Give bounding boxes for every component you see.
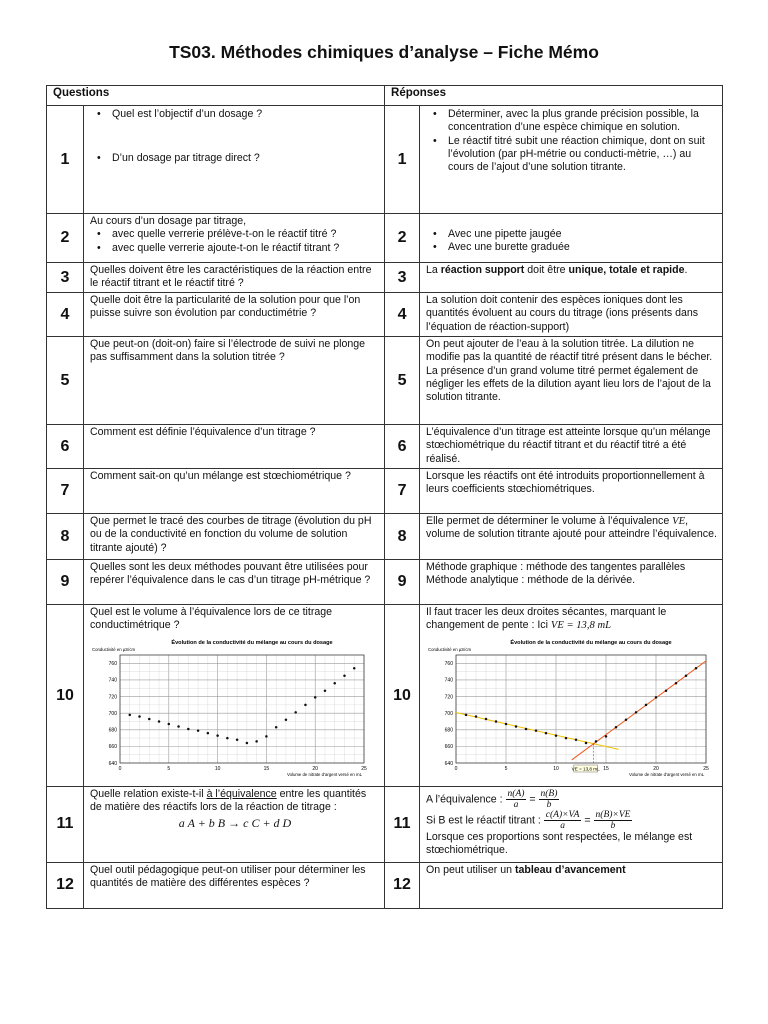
data-point xyxy=(353,667,356,670)
answer-text: • Avec une pipette jaugée xyxy=(448,228,718,241)
answer-text: On peut utiliser un xyxy=(426,863,515,876)
page-title: TS03. Méthodes chimiques d’analyse – Fiche Mémo xyxy=(169,42,599,62)
denominator: a xyxy=(513,799,519,810)
data-point xyxy=(625,718,628,721)
question-cell xyxy=(84,786,385,862)
data-point xyxy=(615,726,618,729)
data-point xyxy=(129,713,132,716)
data-point xyxy=(655,696,658,699)
answer-text: • Déterminer, avec la plus grande précision possible, la concentration d’une espèce chimique en solution. xyxy=(448,108,718,135)
row-number: 5 xyxy=(385,337,420,425)
x-tick-label: 0 xyxy=(118,765,122,772)
answer-text: • Le réactif titré subit une réaction chimique, dont on suit l’évolution (par pH-métrie ou conducti-mètrie, …) au cours de l’ajout d’une solution titrante. xyxy=(448,135,718,175)
table-row xyxy=(47,469,723,514)
equivalence-volume-value: VE = 13,8 mL xyxy=(550,620,611,632)
y-tick-label: 660 xyxy=(108,743,117,750)
x-axis-label: Volume de nitrate d’argent versé en mL xyxy=(629,771,705,777)
question-text: Quelle relation existe-t-il xyxy=(90,787,207,800)
answer-text: Elle permet de déterminer le volume à l’équivalence xyxy=(426,515,673,527)
data-point xyxy=(187,727,190,730)
row-number: 2 xyxy=(385,214,420,263)
row-number: 8 xyxy=(385,514,420,560)
data-point xyxy=(314,696,317,699)
answer-text: . xyxy=(684,264,688,276)
x-tick-label: 10 xyxy=(553,765,559,772)
table-row xyxy=(47,514,723,560)
numerator: n(B) xyxy=(540,788,558,799)
y-tick-label: 640 xyxy=(108,760,117,767)
row-number: 6 xyxy=(47,425,84,469)
data-point xyxy=(685,674,688,677)
data-point xyxy=(475,715,478,718)
denominator: a xyxy=(560,820,565,831)
table-row xyxy=(47,560,723,605)
answer-text: L’équivalence d’un titrage est atteinte lorsque qu’un mélange stœchiométrique du réactif titrant et du réactif titré a été réalisé. xyxy=(420,425,723,469)
row-number: 12 xyxy=(47,862,84,908)
data-point xyxy=(515,725,518,728)
answer-cell xyxy=(420,214,723,263)
answer-cell xyxy=(420,605,723,787)
data-point xyxy=(565,736,568,739)
data-point xyxy=(485,717,488,720)
question-text: • Quel est l’objectif d’un dosage ? xyxy=(112,108,380,121)
numerator: n(A) xyxy=(507,788,525,799)
data-point xyxy=(226,736,229,739)
row-number: 1 xyxy=(47,106,84,214)
chart-title: Évolution de la conductivité du mélange au cours du dosage xyxy=(510,639,672,646)
x-tick-label: 25 xyxy=(361,765,367,772)
data-point xyxy=(265,735,268,738)
y-tick-label: 700 xyxy=(444,710,454,717)
answer-text: Lorsque les réactifs ont été introduits proportionnellement à leurs coefficients stœchiométriques. xyxy=(420,469,723,514)
table-row xyxy=(47,106,723,214)
data-point xyxy=(304,703,307,706)
x-tick-label: 5 xyxy=(504,765,508,772)
data-point xyxy=(465,713,468,716)
fraction xyxy=(594,810,633,831)
answer-text: A l’équivalence : xyxy=(426,792,506,805)
answer-bold-text: unique, totale et rapide xyxy=(568,264,685,276)
answer-text: La xyxy=(426,264,441,276)
data-point xyxy=(148,717,151,720)
data-point xyxy=(555,734,558,737)
table-row xyxy=(47,425,723,469)
data-point xyxy=(197,729,200,732)
question-text: Quel outil pédagogique peut-on utiliser pour déterminer les quantités de matière des différentes espèces ? xyxy=(84,862,385,908)
fraction xyxy=(506,789,527,810)
table-row xyxy=(47,337,723,425)
question-text: • D’un dosage par titrage direct ? xyxy=(112,152,380,165)
row-number: 1 xyxy=(385,106,420,214)
question-text: • avec quelle verrerie prélève-t-on le réactif titré ? xyxy=(112,228,380,241)
answer-text: Méthode graphique : méthode des tangentes parallèles xyxy=(426,561,686,573)
question-underlined-text: à l’équivalence xyxy=(206,787,277,800)
row-number: 6 xyxy=(385,425,420,469)
data-point xyxy=(645,703,648,706)
y-tick-label: 680 xyxy=(108,727,117,734)
answer-text: On peut ajouter de l’eau à la solution titrée. La dilution ne modifie pas la quantité de réactif titré présent dans le bécher. xyxy=(426,338,713,364)
row-number: 10 xyxy=(385,605,420,787)
question-cell xyxy=(84,106,385,214)
row-number: 4 xyxy=(385,293,420,337)
table-header xyxy=(47,86,723,106)
data-point xyxy=(545,731,548,734)
plot-frame xyxy=(120,655,364,763)
denominator: b xyxy=(546,799,552,810)
answer-bold-text: tableau d’avancement xyxy=(514,863,626,876)
equivalence-label: VE = 13,8 mL xyxy=(571,765,600,771)
fraction xyxy=(544,810,582,831)
answer-text: doit être xyxy=(524,264,569,276)
conductivity-chart xyxy=(90,635,374,785)
data-point xyxy=(275,726,278,729)
data-point xyxy=(216,734,219,737)
question-text: entre les quantités de matière des réactifs lors de la réaction de titrage : xyxy=(90,787,367,813)
y-axis-label: Conductivité en µS/cm xyxy=(92,646,136,652)
x-tick-label: 20 xyxy=(312,765,318,772)
data-point xyxy=(595,740,598,743)
denominator: b xyxy=(610,820,616,831)
data-point xyxy=(675,682,678,685)
data-point xyxy=(535,729,538,732)
numerator: n(B)×VE xyxy=(595,809,631,820)
data-point xyxy=(294,711,297,714)
answer-cell xyxy=(420,337,723,425)
answer-cell xyxy=(420,106,723,214)
data-point xyxy=(505,722,508,725)
data-point xyxy=(575,738,578,741)
table-row xyxy=(47,263,723,293)
answer-cell xyxy=(420,560,723,605)
answer-bold-text: réaction support xyxy=(440,264,525,276)
data-point xyxy=(635,711,638,714)
equivalence-volume-symbol: VE xyxy=(672,516,686,527)
row-number: 5 xyxy=(47,337,84,425)
data-point xyxy=(168,722,171,725)
y-tick-label: 700 xyxy=(108,710,117,717)
question-text: Que permet le tracé des courbes de titrage (évolution du pH ou de la conductivité en fonction du volume de solution titrante ajouté) ? xyxy=(84,514,385,560)
question-text: • avec quelle verrerie ajoute-t-on le réactif titrant ? xyxy=(112,242,380,255)
row-number: 9 xyxy=(47,560,84,605)
y-tick-label: 760 xyxy=(444,660,454,667)
x-tick-label: 0 xyxy=(454,765,458,772)
y-tick-label: 640 xyxy=(444,760,454,767)
data-point xyxy=(525,727,528,730)
question-text: Quel est le volume à l’équivalence lors de ce titrage conductimétrique ? xyxy=(90,606,333,632)
row-number: 4 xyxy=(47,293,84,337)
x-tick-label: 15 xyxy=(603,765,609,772)
data-point xyxy=(665,689,668,692)
header-questions: Questions xyxy=(47,86,385,106)
question-text: Comment sait-on qu’un mélange est stœchiométrique ? xyxy=(84,469,385,514)
answer-text: Si B est le réactif titrant : xyxy=(426,813,544,826)
question-text: Comment est définie l’équivalence d’un titrage ? xyxy=(84,425,385,469)
answer-text: La solution doit contenir des espèces ioniques dont les quantités évoluent au cours du titrage (ions présents dans l’équation de réaction-support) xyxy=(420,293,723,337)
y-tick-label: 660 xyxy=(444,743,454,750)
data-point xyxy=(246,741,249,744)
answer-text: Il faut tracer les deux droites sécantes, marquant le changement de pente : Ici xyxy=(426,606,667,632)
y-tick-label: 720 xyxy=(444,693,454,700)
table-row xyxy=(47,862,723,908)
data-point xyxy=(605,735,608,738)
table-row xyxy=(47,214,723,263)
row-number: 7 xyxy=(47,469,84,514)
question-text: Au cours d’un dosage par titrage, xyxy=(90,215,247,227)
answer-cell xyxy=(420,862,723,908)
row-number: 11 xyxy=(385,786,420,862)
data-point xyxy=(285,718,288,721)
data-point xyxy=(236,738,239,741)
x-tick-label: 25 xyxy=(703,765,709,772)
data-point xyxy=(333,682,336,685)
table-row xyxy=(47,786,723,862)
reaction-equation: a A + b B → c C + d D xyxy=(178,816,292,831)
header-reponses: Réponses xyxy=(385,86,723,106)
answer-text: • Avec une burette graduée xyxy=(448,241,718,254)
row-number: 11 xyxy=(47,786,84,862)
data-point xyxy=(695,667,698,670)
question-text: Quelles sont les deux méthodes pouvant être utilisées pour repérer l’équivalence dans le cas d’un titrage pH-métrique ? xyxy=(84,560,385,605)
answer-cell: A l’équivalence : $\frac{n(A)}{a}$ = $\frac{n(B)}{b}$ Si B est le réactif titrant : $\frac{c(A)\times VA}{a}$ = $\frac{n(B)\times VE}{b}$ Lorsque ces proportions sont respectées, le mélange est stœchiométrique. xyxy=(420,786,723,862)
row-number: 2 xyxy=(47,214,84,263)
x-tick-label: 10 xyxy=(214,765,221,772)
table-row xyxy=(47,293,723,337)
answer-text: Lorsque ces proportions sont respectées, le mélange est stœchiométrique. xyxy=(426,830,693,856)
row-number: 3 xyxy=(47,263,84,293)
answer-cell xyxy=(420,263,723,293)
row-number: 3 xyxy=(385,263,420,293)
fraction xyxy=(539,789,560,810)
x-axis-label: Volume de nitrate d’argent versé en mL xyxy=(286,771,362,777)
row-number: 10 xyxy=(47,605,84,787)
answer-text: La présence d’un grand volume titré permet également de négliger les effets de la dilution ayant lieu lors de l’ajout de la solution titrante. xyxy=(426,364,711,404)
data-point xyxy=(495,720,498,723)
y-tick-label: 680 xyxy=(444,727,454,734)
answer-cell xyxy=(420,514,723,560)
question-text: Que peut-on (doit-on) faire si l’électrode de suivi ne plonge pas suffisamment dans la solution titrée ? xyxy=(84,337,385,425)
plot-frame xyxy=(456,655,706,763)
conductivity-chart-with-tangents xyxy=(426,635,716,785)
question-cell xyxy=(84,214,385,263)
x-tick-label: 5 xyxy=(167,765,171,772)
data-point xyxy=(343,674,346,677)
row-number: 8 xyxy=(47,514,84,560)
table-row xyxy=(47,605,723,787)
y-tick-label: 740 xyxy=(108,677,117,684)
row-number: 12 xyxy=(385,862,420,908)
numerator: c(A)×VA xyxy=(545,809,580,820)
question-cell xyxy=(84,605,385,787)
y-tick-label: 760 xyxy=(108,660,117,667)
memo-table xyxy=(46,85,723,909)
x-tick-label: 20 xyxy=(653,765,659,772)
data-point xyxy=(138,715,141,718)
row-number: 7 xyxy=(385,469,420,514)
row-number: 9 xyxy=(385,560,420,605)
y-axis-label: Conductivité en µS/cm xyxy=(428,646,472,652)
y-tick-label: 720 xyxy=(108,693,117,700)
chart-title: Évolution de la conductivité du mélange au cours du dosage xyxy=(171,639,333,646)
data-point xyxy=(177,725,180,728)
answer-text: , volume de solution titrante ajouté pour atteindre l’équivalence. xyxy=(426,515,717,541)
x-tick-label: 15 xyxy=(263,765,270,772)
question-text: Quelle doit être la particularité de la solution pour que l’on puisse suivre son évolution par conductimétrie ? xyxy=(84,293,385,337)
data-point xyxy=(207,731,210,734)
data-point xyxy=(158,720,161,723)
question-text: Quelles doivent être les caractéristiques de la réaction entre le réactif titrant et le réactif titré ? xyxy=(84,263,385,293)
data-point xyxy=(324,689,327,692)
answer-text: Méthode analytique : méthode de la dérivée. xyxy=(426,574,636,587)
data-point xyxy=(255,740,258,743)
y-tick-label: 740 xyxy=(444,677,454,684)
data-point xyxy=(585,741,588,744)
